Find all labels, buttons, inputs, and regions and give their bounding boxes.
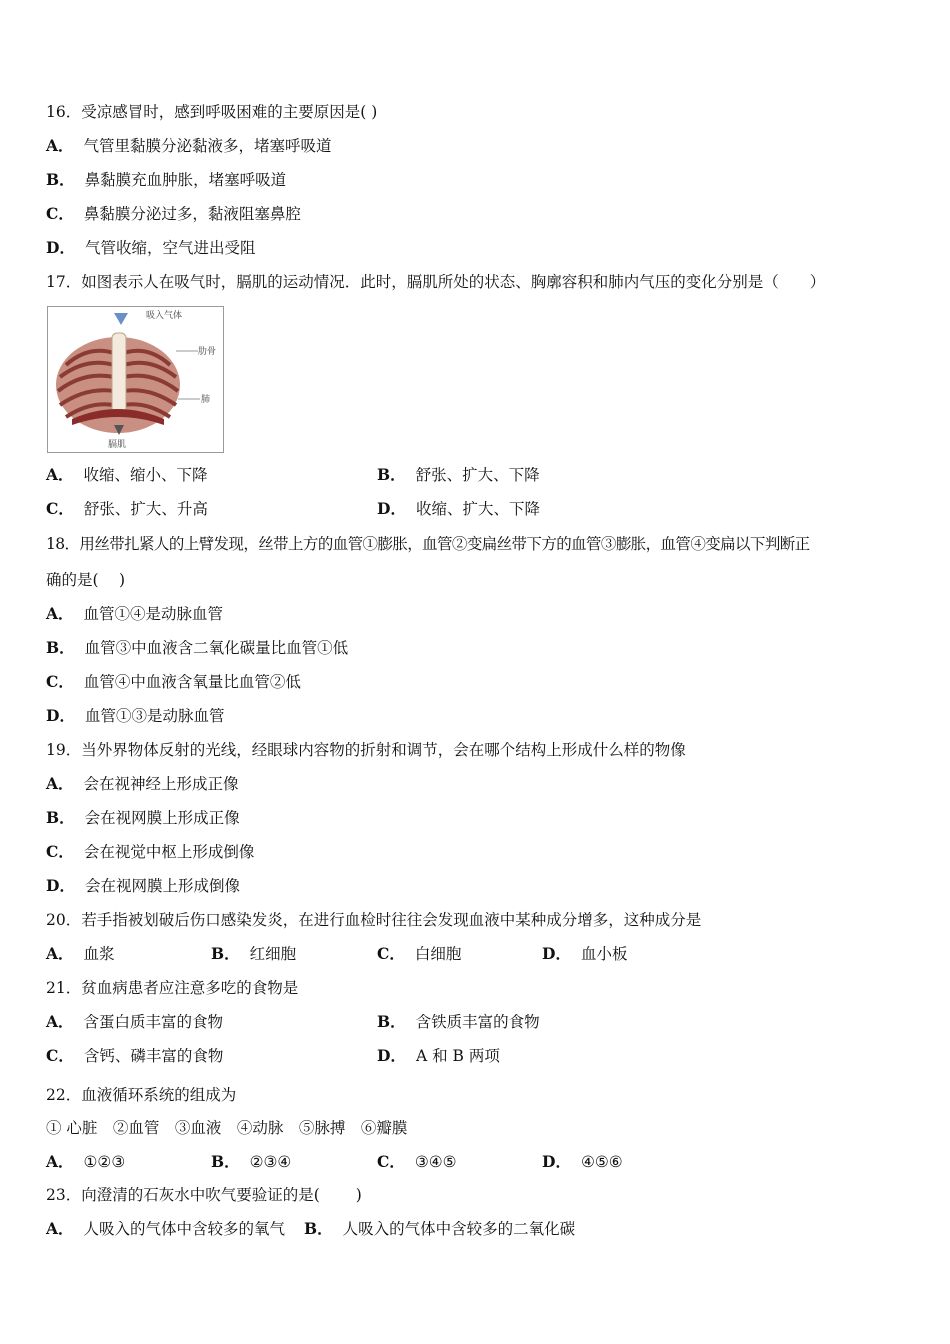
q22-option-d: D． ④⑤⑥ <box>542 1152 623 1171</box>
q22-items: ① 心脏 ②血管 ③血液 ④动脉 ⑤脉搏 ⑥瓣膜 <box>46 1119 408 1137</box>
q23-option-b-text: 人吸入的气体中含较多的二氧化碳 <box>342 1220 576 1238</box>
q16-option-b: B． 鼻黏膜充血肿胀，堵塞呼吸道 <box>46 170 287 189</box>
q22-option-a: A． ①②③ <box>46 1152 126 1171</box>
figure-lung-label: 肺 <box>201 395 211 405</box>
q20-option-d: D． 血小板 <box>542 944 628 963</box>
q22-stem: 22．血液循环系统的组成为 <box>46 1086 237 1104</box>
q23-option-b-label: B． <box>303 1219 333 1238</box>
q19-stem: 19．当外界物体反射的光线，经眼球内容物的折射和调节，会在哪个结构上形成什么样的物像 <box>46 741 686 759</box>
q18-option-d: D． 血管①③是动脉血管 <box>46 706 225 725</box>
q22-option-c: C． ③④⑤ <box>377 1152 457 1171</box>
q23-stem: 23．向澄清的石灰水中吹气要验证的是( ) <box>46 1186 362 1204</box>
q20-stem: 20．若手指被划破后伤口感染发炎，在进行血检时往往会发现血液中某种成分增多，这种成分是 <box>46 911 702 929</box>
q21-option-a: A． 含蛋白质丰富的食物 <box>46 1012 224 1031</box>
q18-option-a: A． 血管①④是动脉血管 <box>46 604 224 623</box>
q18-stem-line1: 18．用丝带扎紧人的上臂发现，丝带上方的血管①膨胀，血管②变扁丝带下方的血管③膨胀，血管④变扁以下判断正 <box>46 535 810 553</box>
q23-option-a-text: 人吸入的气体中含较多的氧气 <box>83 1220 286 1238</box>
q19-option-c: C． 会在视觉中枢上形成倒像 <box>46 842 255 861</box>
q21-option-c: C． 含钙、磷丰富的食物 <box>46 1046 224 1065</box>
sternum <box>112 333 126 413</box>
q20-option-c: C． 白细胞 <box>377 944 462 963</box>
q18-stem-line2: 确的是( ) <box>46 571 126 589</box>
q21-stem: 21．贫血病患者应注意多吃的食物是 <box>46 979 299 997</box>
q19-option-d: D． 会在视网膜上形成倒像 <box>46 876 240 895</box>
q16-stem: 16．受凉感冒时，感到呼吸困难的主要原因是( ) <box>46 103 378 121</box>
q16-option-d: D． 气管收缩，空气进出受阻 <box>46 238 256 257</box>
figure-diaphragm-label: 膈肌 <box>108 440 127 450</box>
q20-option-a: A． 血浆 <box>46 944 115 963</box>
q17-option-b: B． 舒张、扩大、下降 <box>377 465 540 484</box>
figure-rib-label: 肋骨 <box>198 347 217 357</box>
q23-option-a-label: A． <box>46 1219 74 1238</box>
q19-option-b: B． 会在视网膜上形成正像 <box>46 808 240 827</box>
q23-options <box>46 1219 575 1239</box>
q18-option-c: C． 血管④中血液含氧量比血管②低 <box>46 672 301 691</box>
q16-option-c: C． 鼻黏膜分泌过多，黏液阻塞鼻腔 <box>46 204 301 223</box>
q17-stem: 17．如图表示人在吸气时，膈肌的运动情况．此时，膈肌所处的状态、胸廓容积和肺内气压的变化分别是（ ） <box>46 273 826 291</box>
q17-option-a: A． 收缩、缩小、下降 <box>46 465 208 484</box>
q22-option-b: B． ②③④ <box>211 1152 292 1171</box>
inhale-arrow-icon <box>114 313 128 325</box>
q20-option-b: B． 红细胞 <box>211 944 297 963</box>
ribcage-diagram <box>47 306 224 453</box>
q16-option-a: A． 气管里黏膜分泌黏液多，堵塞呼吸道 <box>46 136 332 155</box>
q19-option-a: A． 会在视神经上形成正像 <box>46 774 239 793</box>
q21-option-b: B． 含铁质丰富的食物 <box>377 1012 540 1031</box>
figure-top-label: 吸入气体 <box>146 311 183 321</box>
q21-option-d: D． A 和 B 两项 <box>377 1046 500 1065</box>
q17-option-c: C． 舒张、扩大、升高 <box>46 499 208 518</box>
q18-option-b: B． 血管③中血液含二氧化碳量比血管①低 <box>46 638 349 657</box>
q17-option-d: D． 收缩、扩大、下降 <box>377 499 540 518</box>
